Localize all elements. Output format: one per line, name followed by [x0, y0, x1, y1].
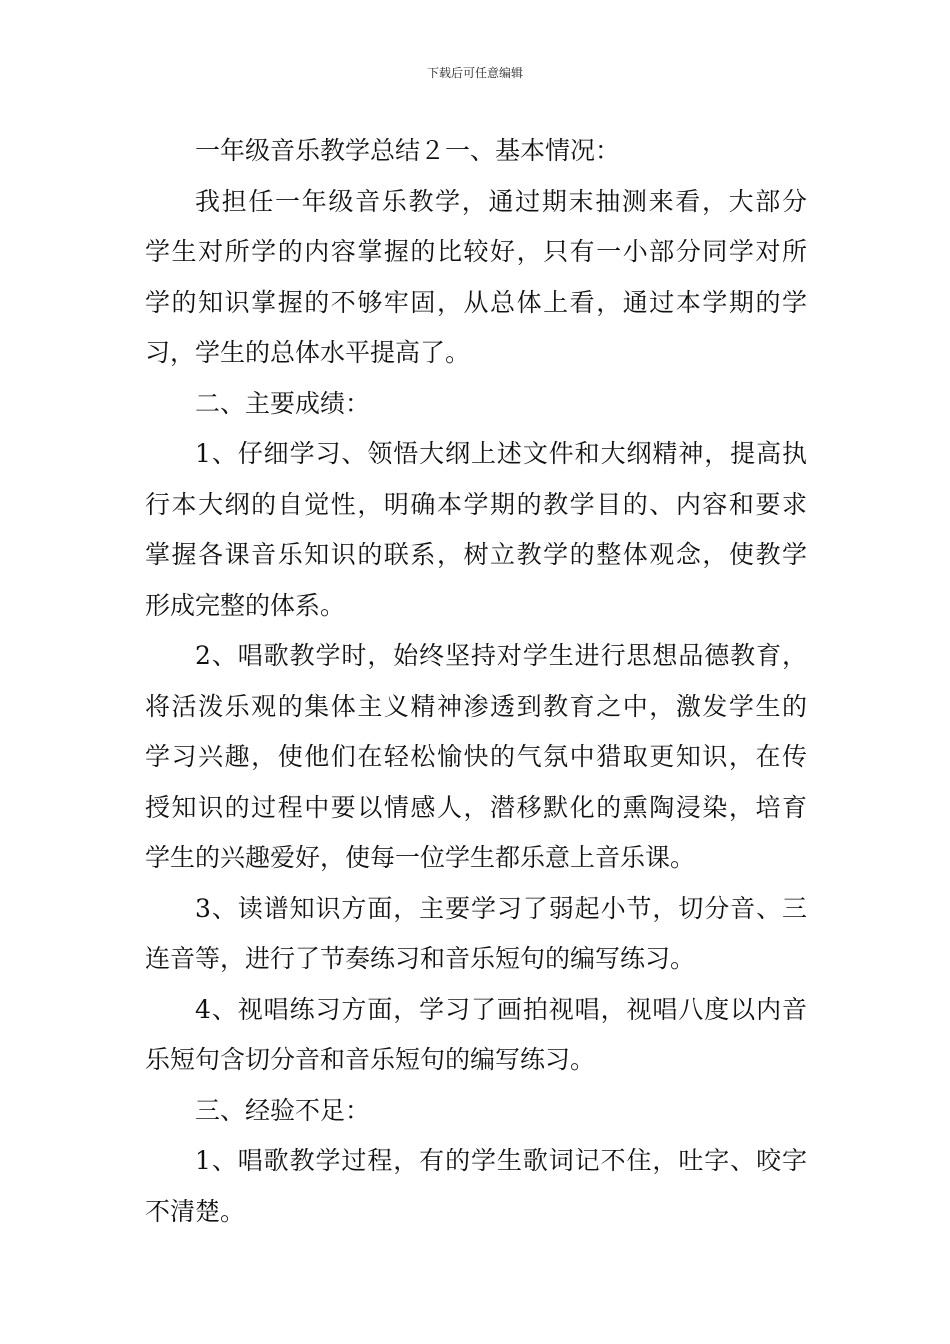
paragraph-line: 习，学生的总体水平提高了。 — [145, 338, 471, 367]
paragraph-line: 将活泼乐观的集体主义精神渗透到教育之中，激发学生的 — [145, 691, 807, 721]
paragraph-line: 乐短句含切分音和音乐短句的编写练习。 — [145, 1045, 596, 1074]
paragraph-line: 掌握各课音乐知识的联系，树立教学的整体观念，使教学 — [145, 540, 807, 569]
document-body — [145, 126, 807, 1237]
section-heading: 三、经验不足： — [195, 1095, 371, 1125]
document-title-line: 一年级音乐教学总结２一、基本情况： — [195, 136, 621, 165]
paragraph-line: 2、唱歌教学时，始终坚持对学生进行思想品德教育， — [195, 641, 807, 670]
paragraph-line: 学生的兴趣爱好，使每一位学生都乐意上音乐课。 — [145, 843, 696, 872]
paragraph-line: 我担任一年级音乐教学，通过期末抽测来看，大部分 — [195, 186, 807, 216]
paragraph-line: 行本大纲的自觉性，明确本学期的教学目的、内容和要求 — [145, 489, 807, 519]
paragraph-line: 学的知识掌握的不够牢固，从总体上看，通过本学期的学 — [145, 287, 807, 317]
paragraph-line: 形成完整的体系。 — [145, 590, 346, 620]
paragraph-line: 1、仔细学习、领悟大纲上述文件和大纲精神，提高执 — [195, 439, 807, 468]
paragraph-line: 3、读谱知识方面，主要学习了弱起小节，切分音、三 — [195, 893, 807, 923]
paragraph-line: 连音等，进行了节奏练习和音乐短句的编写练习。 — [145, 944, 696, 973]
paragraph-line: 学生对所学的内容掌握的比较好，只有一小部分同学对所 — [145, 237, 807, 266]
section-heading: 二、主要成绩： — [195, 388, 371, 418]
paragraph-line: 1、唱歌教学过程，有的学生歌词记不住，吐字、咬字 — [195, 1146, 807, 1175]
paragraph-line: 授知识的过程中要以情感人，潜移默化的熏陶浸染，培育 — [145, 792, 807, 822]
paragraph-line: 学习兴趣，使他们在轻松愉快的气氛中猎取更知识，在传 — [145, 742, 807, 771]
paragraph-line: 4、视唱练习方面，学习了画拍视唱，视唱八度以内音 — [195, 994, 807, 1024]
paragraph-line: 不清楚。 — [145, 1196, 246, 1226]
page-header-caption: 下载后可任意编辑 — [426, 66, 523, 80]
